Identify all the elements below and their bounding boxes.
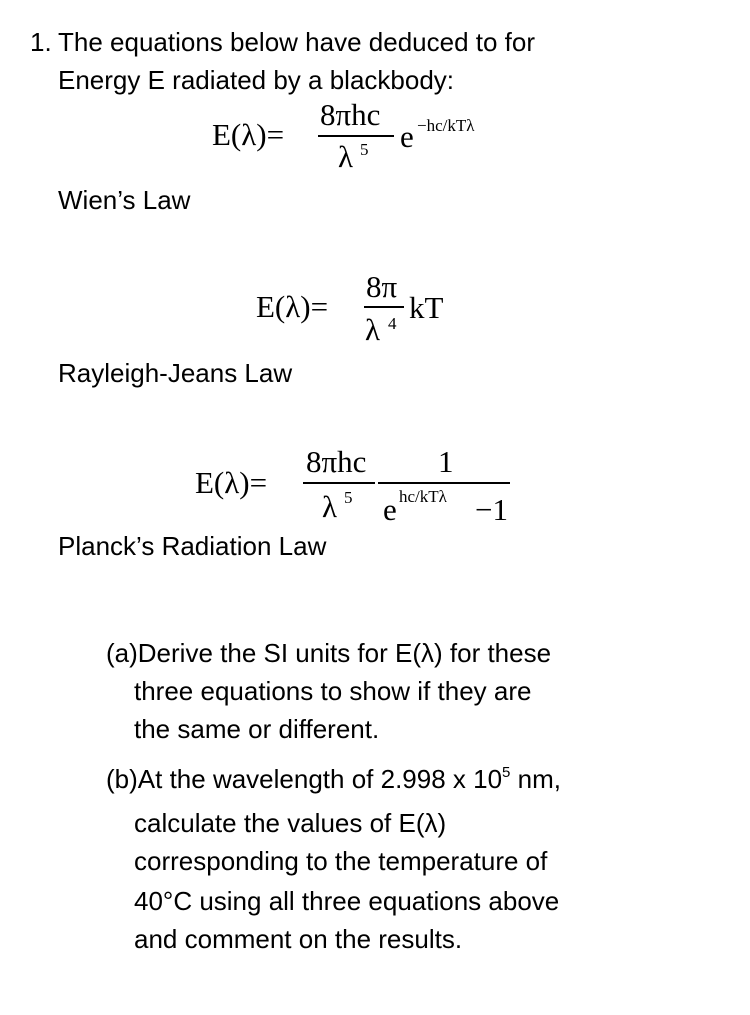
question-intro-line-1: The equations below have deduced to for	[58, 27, 536, 57]
wien-law-label: Wien’s Law	[58, 185, 191, 215]
part-a-line-2: three equations to show if they are	[134, 676, 532, 706]
question-number: 1.	[30, 27, 52, 57]
wien-exp-power: −hc/kTλ	[417, 116, 475, 135]
planck-denominator-2-power: hc/kTλ	[399, 487, 447, 506]
part-b-line-5: and comment on the results.	[134, 924, 463, 954]
planck-lhs: E(λ)=	[195, 465, 268, 500]
part-a-line-1	[106, 634, 551, 672]
planck-fraction-bar-2	[378, 482, 510, 484]
wien-denominator-exponent: 5	[360, 140, 369, 159]
part-b-line-1-pre: At the wavelength of 2.998 x 10	[137, 764, 503, 794]
wien-denominator-base: λ	[338, 139, 354, 174]
part-b-line-2: calculate the values of E(λ)	[134, 808, 447, 838]
planck-fraction-bar-1	[303, 482, 375, 484]
part-b-line-1	[106, 760, 561, 798]
part-b-line-1-exponent: 5	[502, 764, 511, 781]
part-b-line-4: 40°C using all three equations above	[134, 886, 560, 916]
rayleigh-jeans-law-label: Rayleigh-Jeans Law	[58, 358, 293, 388]
part-a-line-3: the same or different.	[134, 714, 380, 744]
planck-denominator-1-exponent: 5	[344, 488, 353, 507]
wien-lhs: E(λ)=	[212, 117, 285, 152]
rj-numerator: 8π	[366, 269, 398, 304]
rj-denominator-base: λ	[365, 312, 381, 347]
wien-exp-base: e	[400, 119, 414, 154]
part-b-line-3: corresponding to the temperature of	[134, 846, 548, 876]
planck-denominator-1-base: λ	[322, 489, 338, 524]
part-b-line-1-post: nm,	[510, 764, 561, 794]
question-intro-line-2: Energy E radiated by a blackbody:	[58, 65, 455, 95]
planck-denominator-2-tail: −1	[475, 492, 508, 527]
planck-numerator-2: 1	[438, 444, 454, 479]
part-a-line-1-text: Derive the SI units for E(λ) for these	[137, 638, 552, 668]
part-b-marker: (b)	[106, 764, 138, 794]
wien-numerator: 8πhc	[320, 97, 381, 132]
planck-radiation-law-label: Planck’s Radiation Law	[58, 531, 327, 561]
planck-numerator-1: 8πhc	[306, 444, 367, 479]
rj-factor: kT	[409, 290, 444, 325]
part-a-marker: (a)	[106, 638, 138, 668]
rj-denominator-exponent: 4	[388, 314, 397, 333]
rj-lhs: E(λ)=	[256, 289, 329, 324]
planck-denominator-2-base: e	[383, 492, 397, 527]
